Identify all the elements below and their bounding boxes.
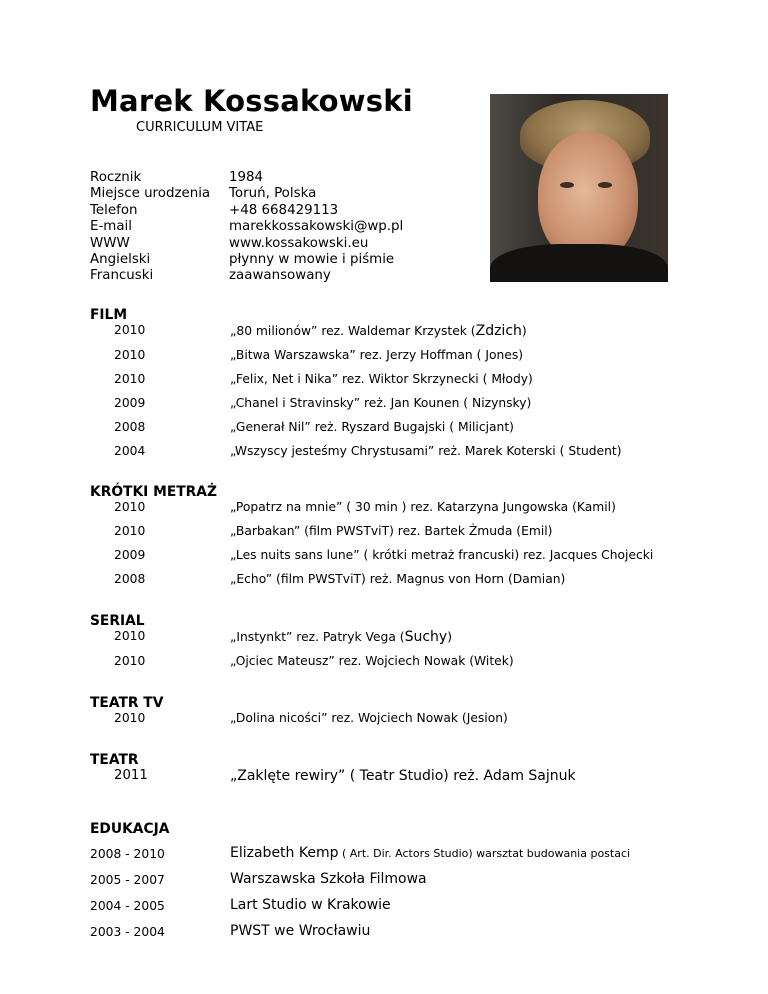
info-label: Angielski	[90, 251, 151, 267]
education-years: 2005 - 2007	[90, 873, 165, 887]
info-row	[90, 268, 403, 284]
short-entry: „Popatrz na mnie” ( 30 min ) rez. Katarzyna Jungowska (Kamil)	[230, 500, 616, 514]
info-label: WWW	[90, 235, 130, 251]
short-entry: „Les nuits sans lune” ( krótki metraż francuski) rez. Jacques Chojecki	[230, 548, 654, 562]
info-row	[90, 252, 403, 268]
education-entry: PWST we Wrocławiu	[230, 923, 371, 939]
info-label: Francuski	[90, 268, 154, 284]
info-value: www.kossakowski.eu	[229, 235, 369, 251]
education-years: 2004 - 2005	[90, 899, 165, 913]
film-year: 2009	[114, 396, 146, 410]
info-row	[90, 203, 403, 219]
film-year: 2008	[114, 420, 146, 434]
education-years: 2003 - 2004	[90, 925, 165, 939]
teatr-tv-entry: „Dolina nicości” rez. Wojciech Nowak (Jesion)	[230, 711, 508, 725]
education-years: 2008 - 2010	[90, 847, 165, 861]
info-value: Toruń, Polska	[229, 186, 317, 202]
film-entry: „Wszyscy jesteśmy Chrystusami” reż. Marek Koterski ( Student)	[230, 444, 622, 458]
film-entry: „80 milionów” rez. Waldemar Krzystek (Zdzich)	[230, 323, 527, 339]
section-heading-edukacja: EDUKACJA	[90, 821, 170, 837]
info-label: E-mail	[90, 219, 132, 235]
info-value: +48 668429113	[229, 202, 339, 218]
serial-year: 2010	[114, 629, 146, 643]
info-label: Miejsce urodzenia	[90, 186, 211, 202]
film-year: 2010	[114, 372, 146, 386]
section-heading-film: FILM	[90, 307, 128, 323]
portrait-photo	[490, 94, 668, 282]
short-year: 2009	[114, 548, 146, 562]
film-entry: „Generał Nil” reż. Ryszard Bugajski ( Milicjant)	[230, 420, 514, 434]
education-entry: Warszawska Szkoła Filmowa	[230, 871, 427, 887]
info-value: zaawansowany	[229, 268, 331, 284]
section-heading-teatr: TEATR	[90, 752, 139, 768]
info-value: 1984	[229, 170, 264, 185]
section-heading-short: KRÓTKI METRAŻ	[90, 484, 217, 500]
serial-entry: „Instynkt” rez. Patryk Vega (Suchy)	[230, 629, 453, 645]
education-entry: Lart Studio w Krakowie	[230, 897, 391, 913]
short-year: 2010	[114, 524, 146, 538]
personal-info	[90, 170, 403, 285]
serial-entry: „Ojciec Mateusz” rez. Wojciech Nowak (Witek)	[230, 654, 514, 668]
info-value: płynny w mowie i piśmie	[229, 251, 395, 267]
info-row	[90, 219, 403, 235]
film-entry: „Felix, Net i Nika” rez. Wiktor Skrzynecki ( Młody)	[230, 372, 533, 386]
document-subtitle: CURRICULUM VITAE	[136, 120, 264, 135]
info-value: marekkossakowski@wp.pl	[229, 219, 404, 235]
teatr-entry: „Zaklęte rewiry” ( Teatr Studio) reż. Adam Sajnuk	[230, 768, 576, 784]
film-year: 2004	[114, 444, 146, 458]
short-entry: „Echo” (film PWSTviT) reż. Magnus von Horn (Damian)	[230, 572, 566, 586]
info-row	[90, 170, 403, 186]
film-year: 2010	[114, 348, 146, 362]
serial-year: 2010	[114, 654, 146, 668]
info-label: Rocznik	[90, 170, 142, 185]
teatr-tv-year: 2010	[114, 711, 146, 725]
film-entry: „Chanel i Stravinsky” reż. Jan Kounen ( Nizynsky)	[230, 396, 532, 410]
short-entry: „Barbakan” (film PWSTviT) rez. Bartek Żmuda (Emil)	[230, 524, 553, 538]
section-heading-serial: SERIAL	[90, 613, 145, 629]
info-row	[90, 236, 403, 252]
info-label: Telefon	[90, 202, 138, 218]
teatr-year: 2011	[114, 768, 148, 783]
person-name: Marek Kossakowski	[90, 84, 413, 118]
info-row	[90, 186, 403, 202]
film-entry: „Bitwa Warszawska” rez. Jerzy Hoffman ( Jones)	[230, 348, 524, 362]
short-year: 2008	[114, 572, 146, 586]
section-heading-teatr-tv: TEATR TV	[90, 695, 164, 711]
film-year: 2010	[114, 323, 146, 337]
short-year: 2010	[114, 500, 146, 514]
education-entry: Elizabeth Kemp ( Art. Dir. Actors Studio) warsztat budowania postaci	[230, 845, 631, 861]
